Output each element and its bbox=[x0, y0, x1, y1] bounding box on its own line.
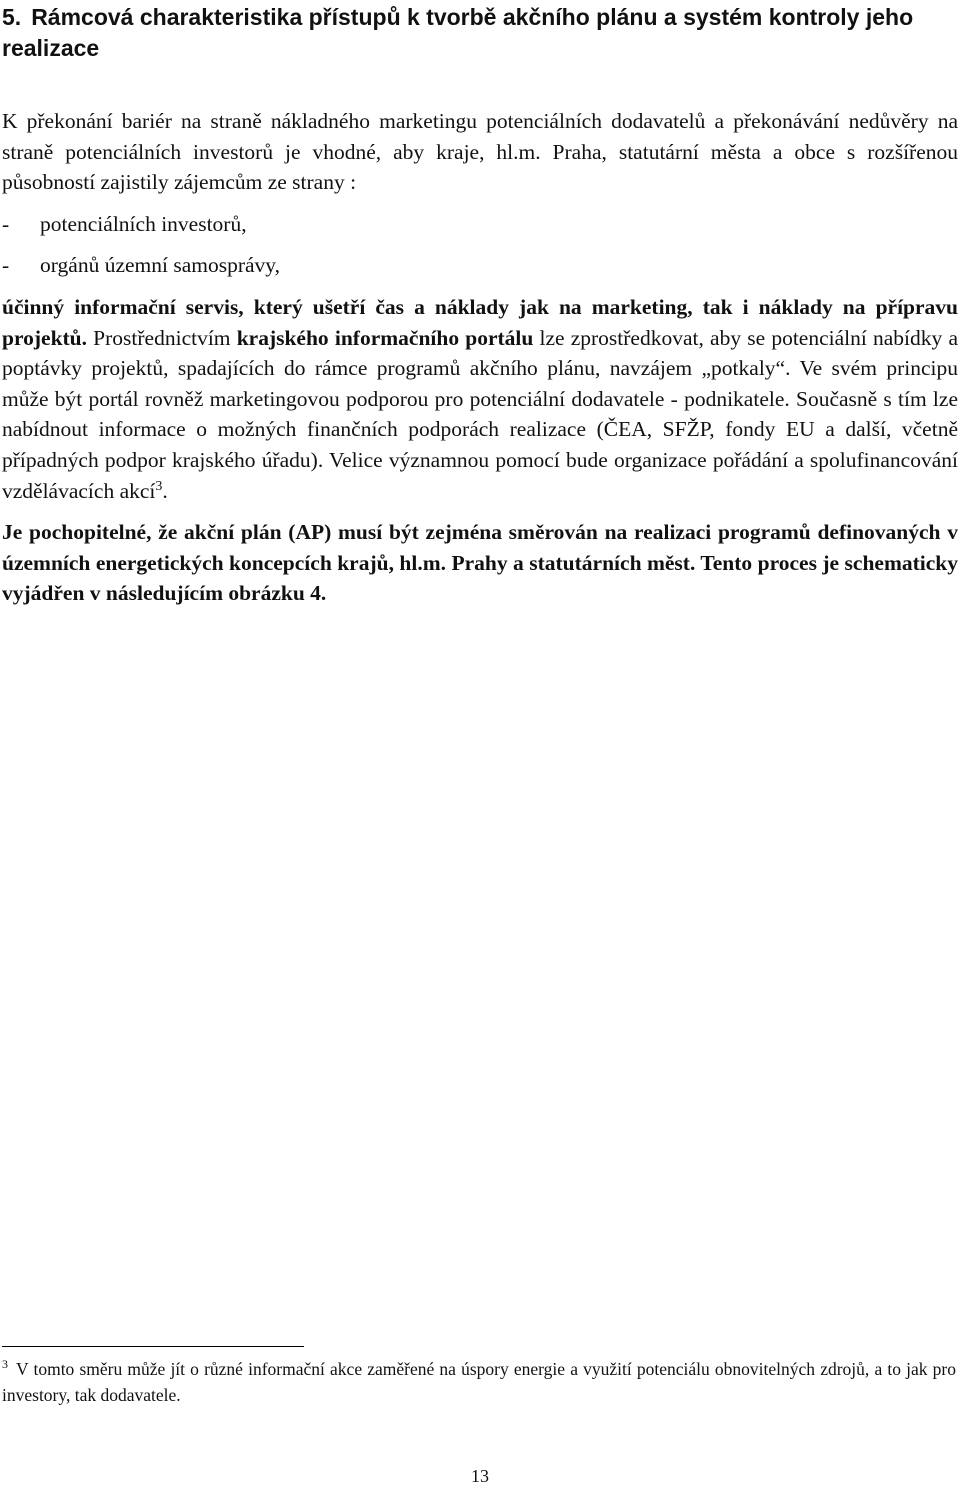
list-dash: - bbox=[2, 211, 10, 236]
conclusion-paragraph: Je pochopitelné, že akční plán (AP) musí být zejména směrován na realizaci programů definovaných v územních energetických koncepcích krajů, hl.m. Prahy a statutárních měst. Tento proces je schematicky vyjádřen v následujícím obrázku 4. bbox=[2, 520, 958, 606]
paragraph-text: lze zprostředkovat, aby se potenciální nabídky a poptávky projektů, spadajících do rámce programů akčního plánu, navzájem „potkaly“. Ve svém principu může být portál rovněž marketingovou podporou pro potenciální dodavatele - podnikatele. Současně s tím lze nabídnout informace o možných finančních podporách realizace (ČEA, SFŽP, fondy EU a další, včetně případných podpor krajského úřadu). Velice významnou pomocí bude organizace pořádání a spolufinancování vzdělávacích akcí bbox=[2, 325, 958, 503]
list-item-text: orgánů územní samosprávy, bbox=[40, 253, 281, 278]
page-number: 13 bbox=[471, 1466, 489, 1486]
list-item bbox=[2, 209, 958, 240]
list-dash: - bbox=[2, 253, 10, 278]
section-heading bbox=[2, 2, 958, 64]
main-paragraph bbox=[2, 292, 958, 506]
paragraph-text: Prostřednictvím bbox=[87, 325, 237, 350]
section-number: 5. bbox=[2, 4, 22, 30]
body-text bbox=[2, 106, 958, 609]
list-item-text: potenciálních investorů, bbox=[40, 211, 247, 236]
intro-paragraph: K překonání bariér na straně nákladného marketingu potenciálních dodavatelů a překonávání nedůvěry na straně potenciálních investorů je vhodné, aby kraje, hl.m. Praha, statutární města a obce s rozšířenou působností zajistily zájemcům ze strany : bbox=[2, 109, 958, 195]
section-title: Rámcová charakteristika přístupů k tvorbě akčního plánu a systém kontroly jeho realizace bbox=[2, 4, 914, 61]
footnote bbox=[2, 1356, 956, 1408]
footnote-marker: 3 bbox=[2, 1357, 8, 1372]
footnote-reference[interactable]: 3 bbox=[155, 478, 163, 494]
bold-phrase-service: účinný informační servis, který ušetří čas a náklady jak na marketing, tak i náklady na přípravu projektů. bbox=[2, 294, 958, 350]
paragraph-end: . bbox=[162, 478, 168, 503]
footnote-divider bbox=[2, 1346, 304, 1347]
bold-phrase-portal: krajského informačního portálu bbox=[236, 325, 534, 350]
footnote-text: V tomto směru může jít o různé informační akce zaměřené na úspory energie a využití potenciálu obnovitelných zdrojů, a to jak pro investory, tak dodavatele. bbox=[2, 1359, 956, 1405]
list-item bbox=[2, 250, 958, 281]
